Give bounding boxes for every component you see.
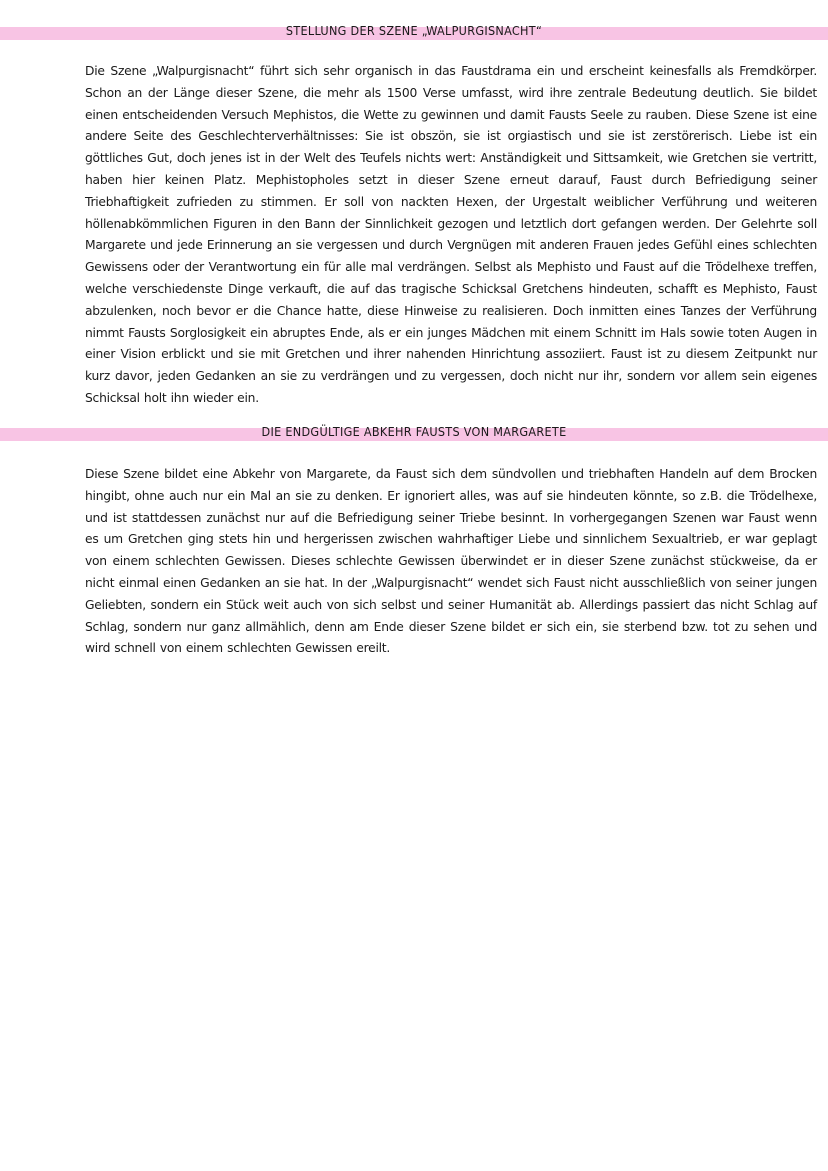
section-paragraph: Diese Szene bildet eine Abkehr von Margarete, da Faust sich dem sündvollen und triebhaften Handeln auf dem Brocken hingibt, ohne auch nur ein Mal an sie zu denken. Er ignoriert alles, was auf sie hindeuten könnte, so z.B. die Trödelhexe, und ist stattdessen zunächst nur auf die Befriedigung seiner Triebe besinnt. In vorhergegangen Szenen war Faust wenn es um Gretchen ging stets hin und hergerissen zwischen wahrhaftiger Liebe und sinnlichem Sexualtrieb, er war geplagt von einem schlechten Gewissen. Dieses schlechte Gewissen überwindet er in dieser Szene zunächst stückweise, da er nicht einmal einen Gedanken an sie hat. In der „Walpurgisnacht“ wendet sich Faust nicht ausschließlich von seiner jungen Geliebten, sondern ein Stück weit auch von sich selbst und seiner Humanität ab. Allerdings passiert das nicht Schlag auf Schlag, sondern nur ganz allmählich, denn am Ende dieser Szene bildet er sich ein, sie sterbend bzw. tot zu sehen und wird schnell von einem schlechten Gewissen ereilt.: [85, 467, 817, 656]
section-heading-banner: [0, 424, 828, 441]
section-heading: DIE ENDGÜLTIGE ABKEHR FAUSTS VON MARGARETE: [261, 424, 567, 439]
section-stellung-der-szene: [0, 23, 828, 405]
section-endgueltige-abkehr: [0, 424, 828, 656]
section-heading-banner: [0, 23, 828, 40]
section-paragraph: Die Szene „Walpurgisnacht“ führt sich sehr organisch in das Faustdrama ein und erscheint keinesfalls als Fremdkörper. Schon an der Länge dieser Szene, die mehr als 1500 Verse umfasst, wird ihre zentrale Bedeutung deutlich. Sie bildet einen entscheidenden Versuch Mephistos, die Wette zu gewinnen und damit Fausts Seele zu rauben. Diese Szene ist eine andere Seite des Geschlechterverhältnisses: Sie ist obszön, sie ist orgiastisch und sie ist zerstörerisch. Liebe ist ein göttliches Gut, doch jenes ist in der Welt des Teufels nichts wert: Anständigkeit und Sittsamkeit, wie Gretchen sie vertritt, haben hier keinen Platz. Mephistopholes setzt in dieser Szene erneut darauf, Faust durch Befriedigung seiner Triebhaftigkeit zufrieden zu stimmen. Er soll von nackten Hexen, der Urgestalt weiblicher Verführung und weiteren höllenabkömmlichen Figuren in den Bann der Sinnlichkeit gezogen und letztlich dort gefangen werden. Der Gelehrte soll Margarete und jede Erinnerung an sie vergessen und durch Vergnügen mit anderen Frauen jedes Gefühl eines schlechten Gewissens oder der Verantwortung ein für alle mal verdrängen. Selbst als Mephisto und Faust auf die Trödelhexe treffen, welche verschiedenste Dinge verkauft, die auf das tragische Schicksal Gretchens hindeuten, schafft es Mephisto, Faust abzulenken, noch bevor er die Chance hatte, diese Hinweise zu realisieren. Doch inmitten eines Tanzes der Verführung nimmt Fausts Sorglosigkeit ein abruptes Ende, als er ein junges Mädchen mit einem Schnitt im Hals sowie toten Augen in einer Vision erblickt und sie mit Gretchen und ihrer nahenden Hinrichtung assoziiert. Faust ist zu diesem Zeitpunkt nur kurz davor, jeden Gedanken an sie zu verdrängen und zu vergessen, doch nicht nur ihr, sondern vor allem sein eigenes Schicksal holt ihn wieder ein.: [85, 64, 817, 405]
section-heading: STELLUNG DER SZENE „WALPURGISNACHT“: [285, 23, 543, 38]
